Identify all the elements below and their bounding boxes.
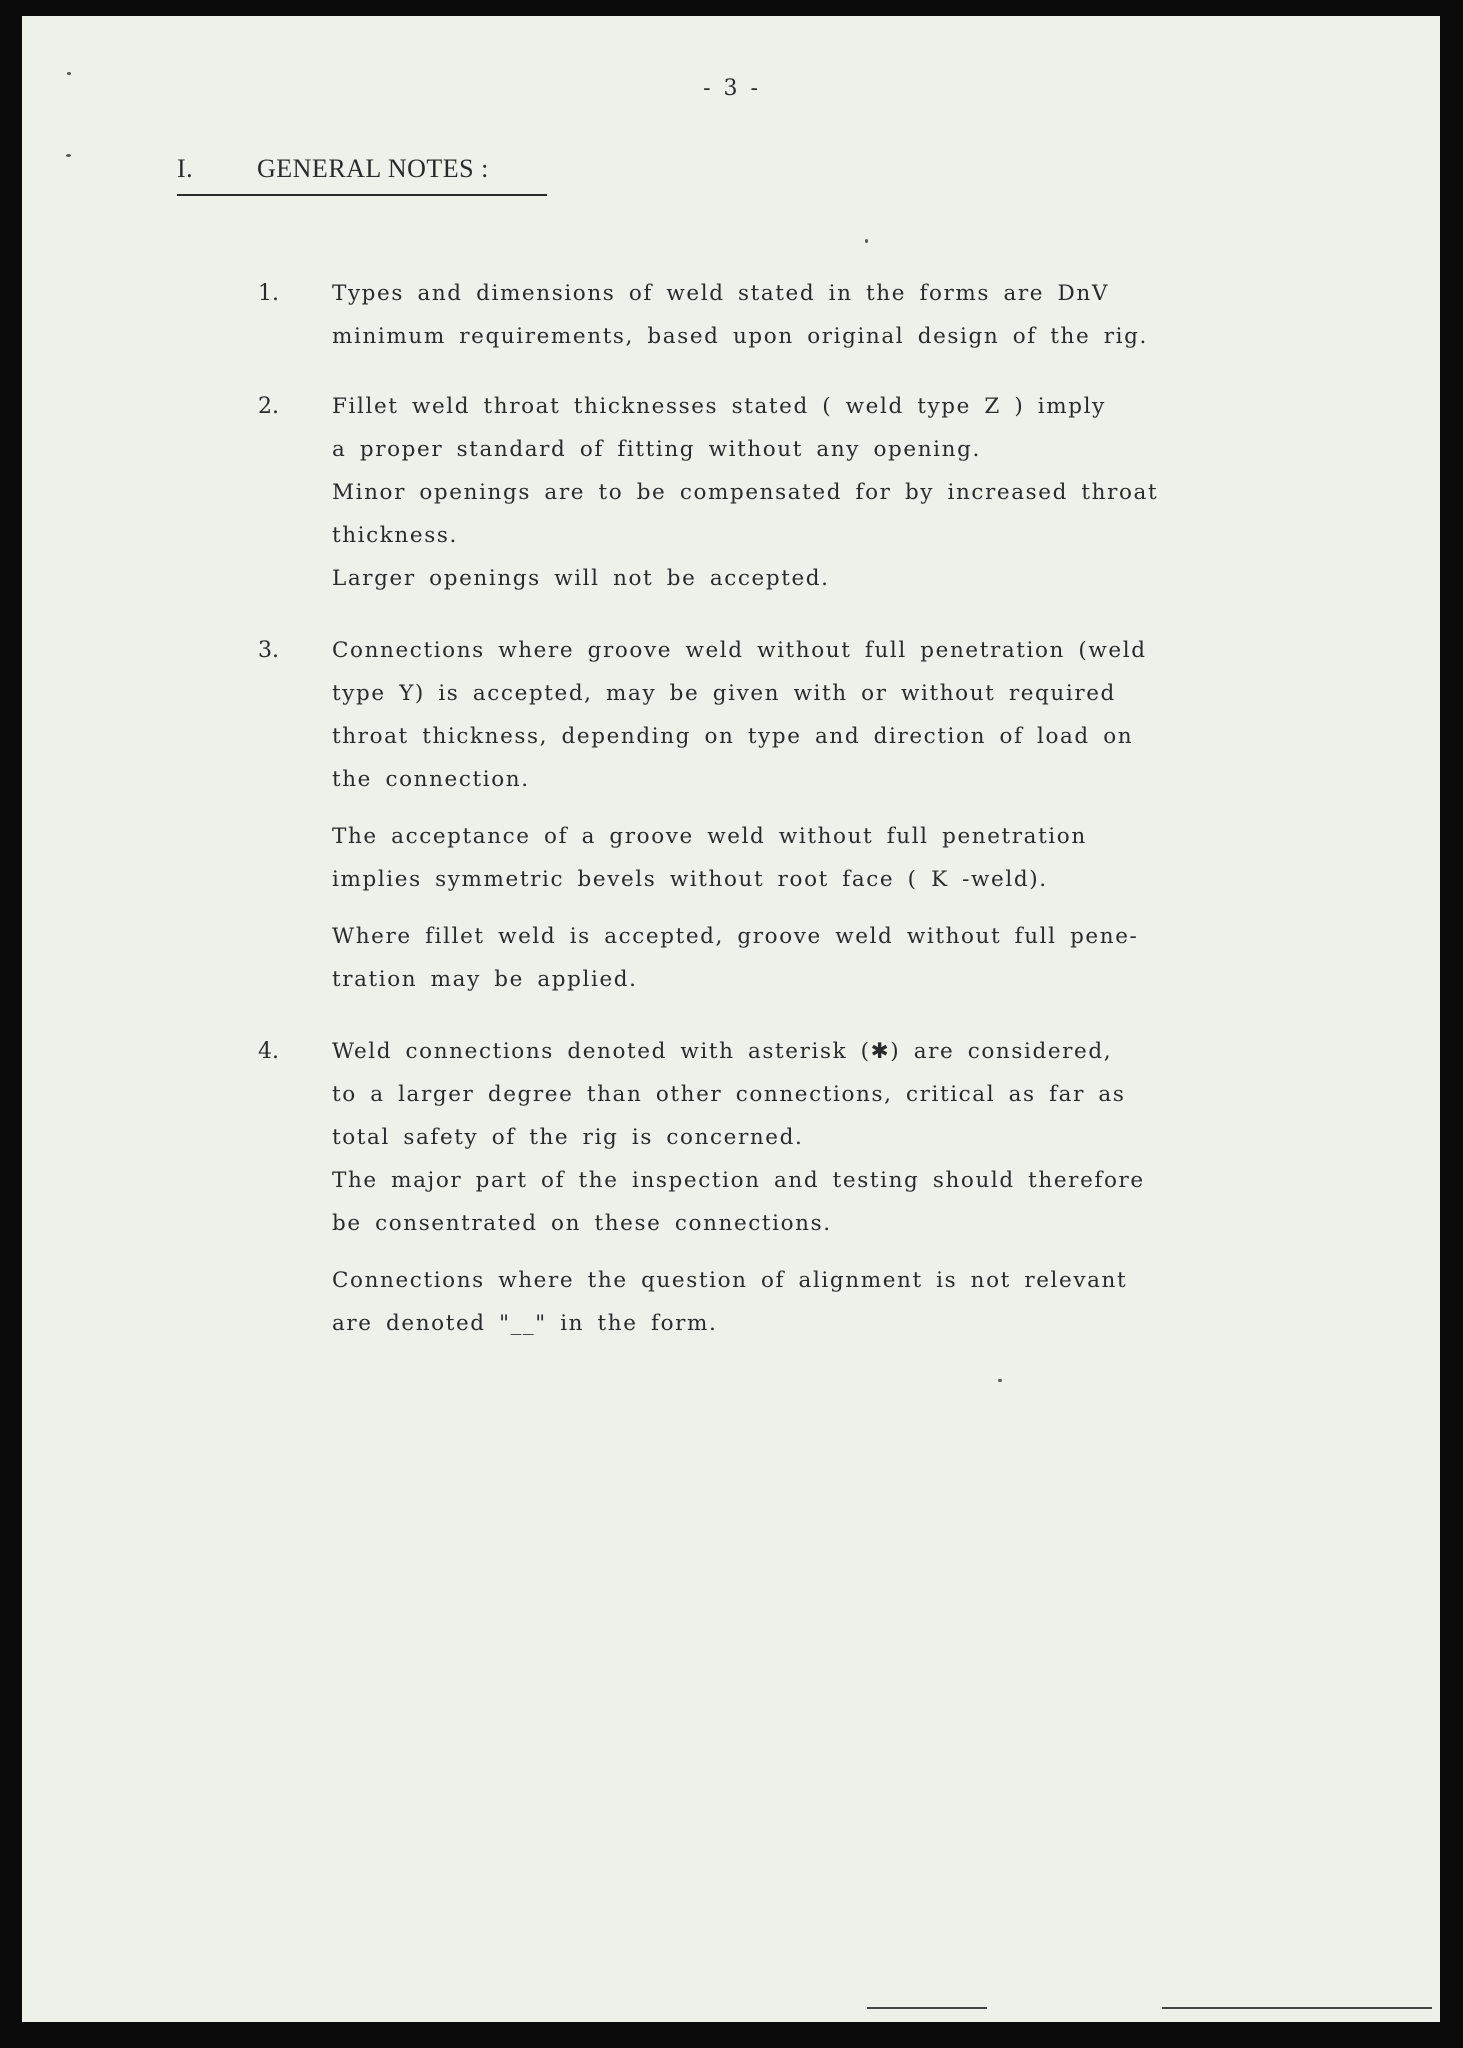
note-line: total safety of the rig is concerned. <box>332 1125 804 1150</box>
note-body <box>332 629 1342 1001</box>
section-title: GENERAL NOTES : <box>257 154 489 183</box>
note-body <box>332 385 1342 600</box>
note-line: Weld connections denoted with asterisk (✱) are considered, <box>332 1039 1113 1064</box>
note-line: Minor openings are to be compensated for by increased throat <box>332 480 1159 505</box>
footer-rule <box>867 2007 987 2009</box>
note-body <box>332 272 1342 358</box>
note-line: Connections where groove weld without full penetration (weld <box>332 638 1147 663</box>
note-line: throat thickness, depending on type and direction of load on <box>332 724 1134 749</box>
note-line: Fillet weld throat thicknesses stated ( weld type Z ) imply <box>332 394 1106 419</box>
scan-speck <box>66 154 71 157</box>
note-line: to a larger degree than other connections, critical as far as <box>332 1082 1126 1107</box>
scan-speck <box>865 239 868 243</box>
scan-speck <box>67 72 71 75</box>
note-number: 4. <box>258 1039 279 1064</box>
note-body <box>332 1030 1342 1345</box>
note-line: The acceptance of a groove weld without full penetration <box>332 824 1087 849</box>
note-line: thickness. <box>332 523 458 548</box>
document-page <box>22 16 1440 2022</box>
note-line: type Y) is accepted, may be given with or without required <box>332 681 1116 706</box>
section-number: I. <box>177 154 194 183</box>
note-line: implies symmetric bevels without root face ( K -weld). <box>332 867 1048 892</box>
note-line: minimum requirements, based upon original design of the rig. <box>332 324 1148 349</box>
note-number: 3. <box>258 638 279 663</box>
note-line: Types and dimensions of weld stated in the forms are DnV <box>332 281 1109 306</box>
note-line: Where fillet weld is accepted, groove weld without full pene- <box>332 924 1139 949</box>
note-line: the connection. <box>332 767 530 792</box>
note-line: tration may be applied. <box>332 967 638 992</box>
note-number: 1. <box>258 281 279 306</box>
note-line: The major part of the inspection and testing should therefore <box>332 1168 1145 1193</box>
note-line: Connections where the question of alignment is not relevant <box>332 1268 1128 1293</box>
note-line: are denoted "__" in the form. <box>332 1311 718 1336</box>
note-line: Larger openings will not be accepted. <box>332 566 830 591</box>
footer-rule <box>1162 2007 1432 2009</box>
section-heading <box>177 154 547 196</box>
page-number: - 3 - <box>703 76 761 101</box>
note-number: 2. <box>258 394 279 419</box>
note-line: be consentrated on these connections. <box>332 1211 832 1236</box>
note-line: a proper standard of fitting without any opening. <box>332 437 981 462</box>
scan-speck <box>998 1379 1002 1382</box>
